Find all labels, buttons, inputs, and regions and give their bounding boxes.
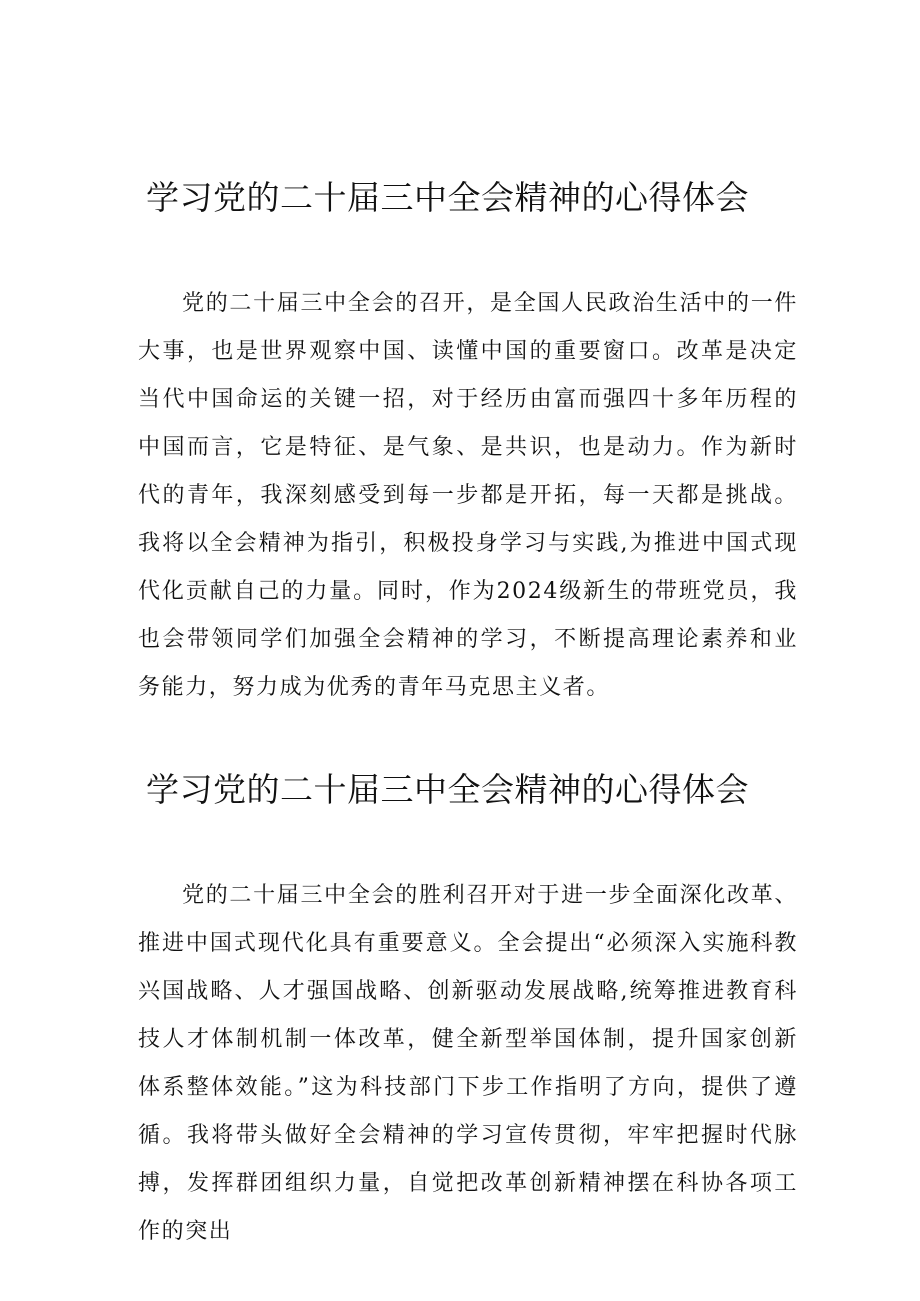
article-section-2	[138, 764, 798, 1256]
article-title: 学习党的二十届三中全会精神的心得体会	[146, 178, 749, 217]
article-paragraph: 党的二十届三中全会的胜利召开对于进一步全面深化改革、推进中国式现代化具有重要意义。全会提出“必须深入实施科教兴国战略、人才强国战略、创新驱动发展战略,统筹推进教育科技人才体制机制一体改革，健全新型举国体制，提升国家创新体系整体效能。”这为科技部门下步工作指明了方向，提供了遵循。我将带头做好全会精神的学习宣传贯彻，牢牢把握时代脉搏，发挥群团组织力量，自觉把改革创新精神摆在科协各项工作的突出	[138, 883, 798, 1244]
article-section-1	[138, 172, 798, 712]
article-paragraph: 党的二十届三中全会的召开，是全国人民政治生活中的一件大事，也是世界观察中国、读懂中国的重要窗口。改革是决定当代中国命运的关键一招，对于经历由富而强四十多年历程的中国而言，它是特征、是气象、是共识，也是动力。作为新时代的青年，我深刻感受到每一步都是开拓，每一天都是挑战。我将以全会精神为指引，积极投身学习与实践,为推进中国式现代化贡献自己的力量。同时，作为2024级新生的带班党员，我也会带领同学们加强全会精神的学习，不断提高理论素养和业务能力，努力成为优秀的青年马克思主义者。	[138, 291, 798, 700]
article-title: 学习党的二十届三中全会精神的心得体会	[146, 770, 749, 809]
